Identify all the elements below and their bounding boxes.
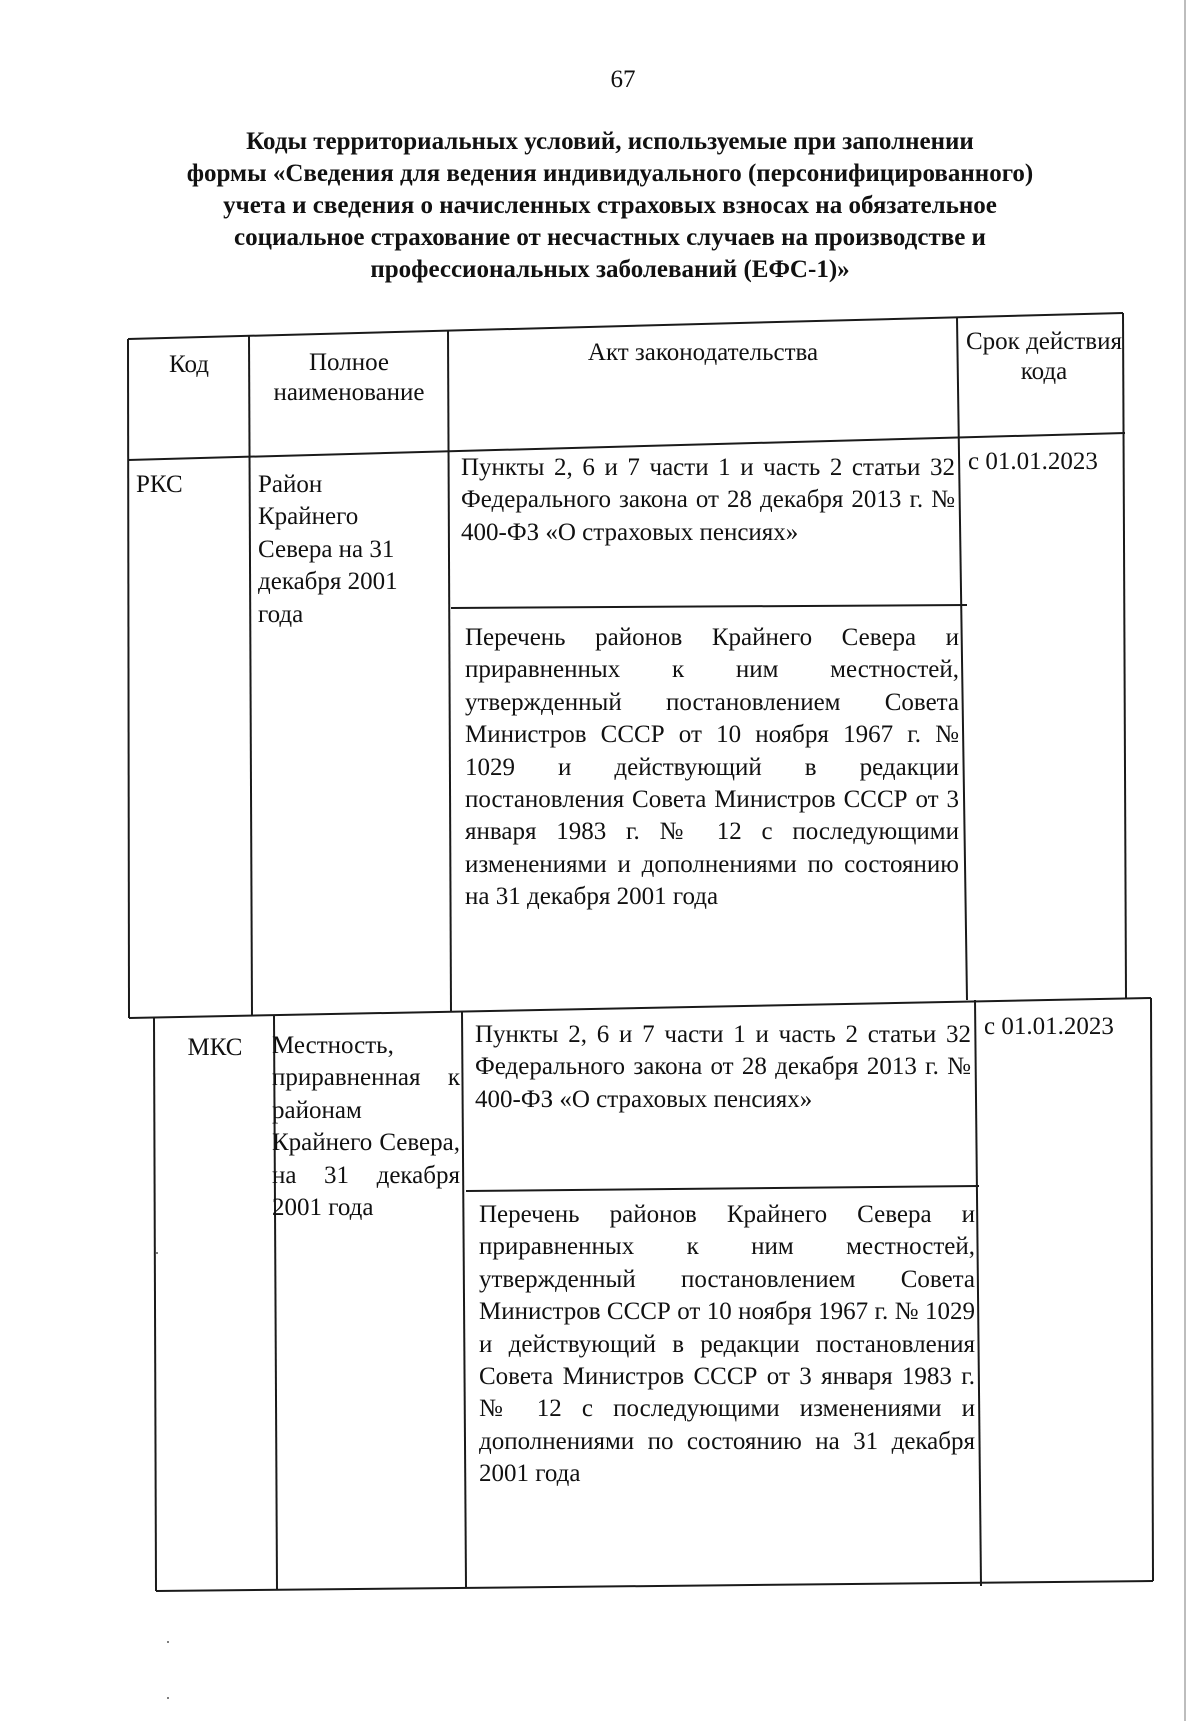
row-name: Район Крайнего Севера на 31 декабря 2001 года	[258, 471, 398, 628]
scan-speck	[156, 1252, 158, 1254]
title-line: Коды территориальных условий, используемые при заполнении	[246, 128, 974, 155]
row-act: Пункты 2, 6 и 7 части 1 и часть 2 статьи 32 Федерального закона от 28 декабря 2013 г. № 400-ФЗ «О страховых пенсиях»	[461, 454, 955, 546]
row-term: с 01.01.2023	[968, 448, 1098, 475]
page-number: 67	[610, 66, 636, 93]
row-term: с 01.01.2023	[984, 1013, 1114, 1040]
title-line: профессиональных заболеваний (ЕФС-1)»	[370, 256, 850, 283]
scan-speck	[167, 1697, 169, 1699]
header-code: Код	[169, 351, 209, 378]
header-name: Полное наименование	[273, 349, 425, 406]
row-act: Перечень районов Крайнего Севера и приравненных к ним местностей, утвержденный постановлением Совета Министров СССР от 10 ноября 1967 г. № 1029 и действующий в редакции постановления Совета Министров СССР от 3 января 1983 г. № 12 с последующими изменениями и дополнениями по состоянию на 31 декабря 2001 года	[465, 624, 959, 911]
header-act: Акт законодательства	[587, 339, 819, 366]
title-line: формы «Сведения для ведения индивидуального (персонифицированного)	[186, 160, 1034, 187]
title-line: учета и сведения о начисленных страховых взносах на обязательное	[223, 192, 997, 219]
row-code: РКС	[136, 471, 183, 498]
row-code: МКС	[187, 1034, 243, 1061]
scan-speck	[167, 1641, 169, 1643]
row-name: Местность, приравненная к районам Крайнего Севера, на 31 декабря 2001 года	[272, 1032, 460, 1222]
row-act: Пункты 2, 6 и 7 части 1 и часть 2 статьи 32 Федерального закона от 28 декабря 2013 г. № 400-ФЗ «О страховых пенсиях»	[475, 1021, 971, 1113]
title-line: социальное страхование от несчастных случаев на производстве и	[234, 224, 986, 251]
header-term: Срок действия кода	[966, 328, 1122, 385]
row-act: Перечень районов Крайнего Севера и приравненных к ним местностей, утвержденный постановлением Совета Министров СССР от 10 ноября 1967 г. № 1029 и действующий в редакции постановления Совета Министров СССР от 3 января 1983 г. № 12 с последующими изменениями и дополнениями по состоянию на 31 декабря 2001 года	[479, 1201, 975, 1488]
